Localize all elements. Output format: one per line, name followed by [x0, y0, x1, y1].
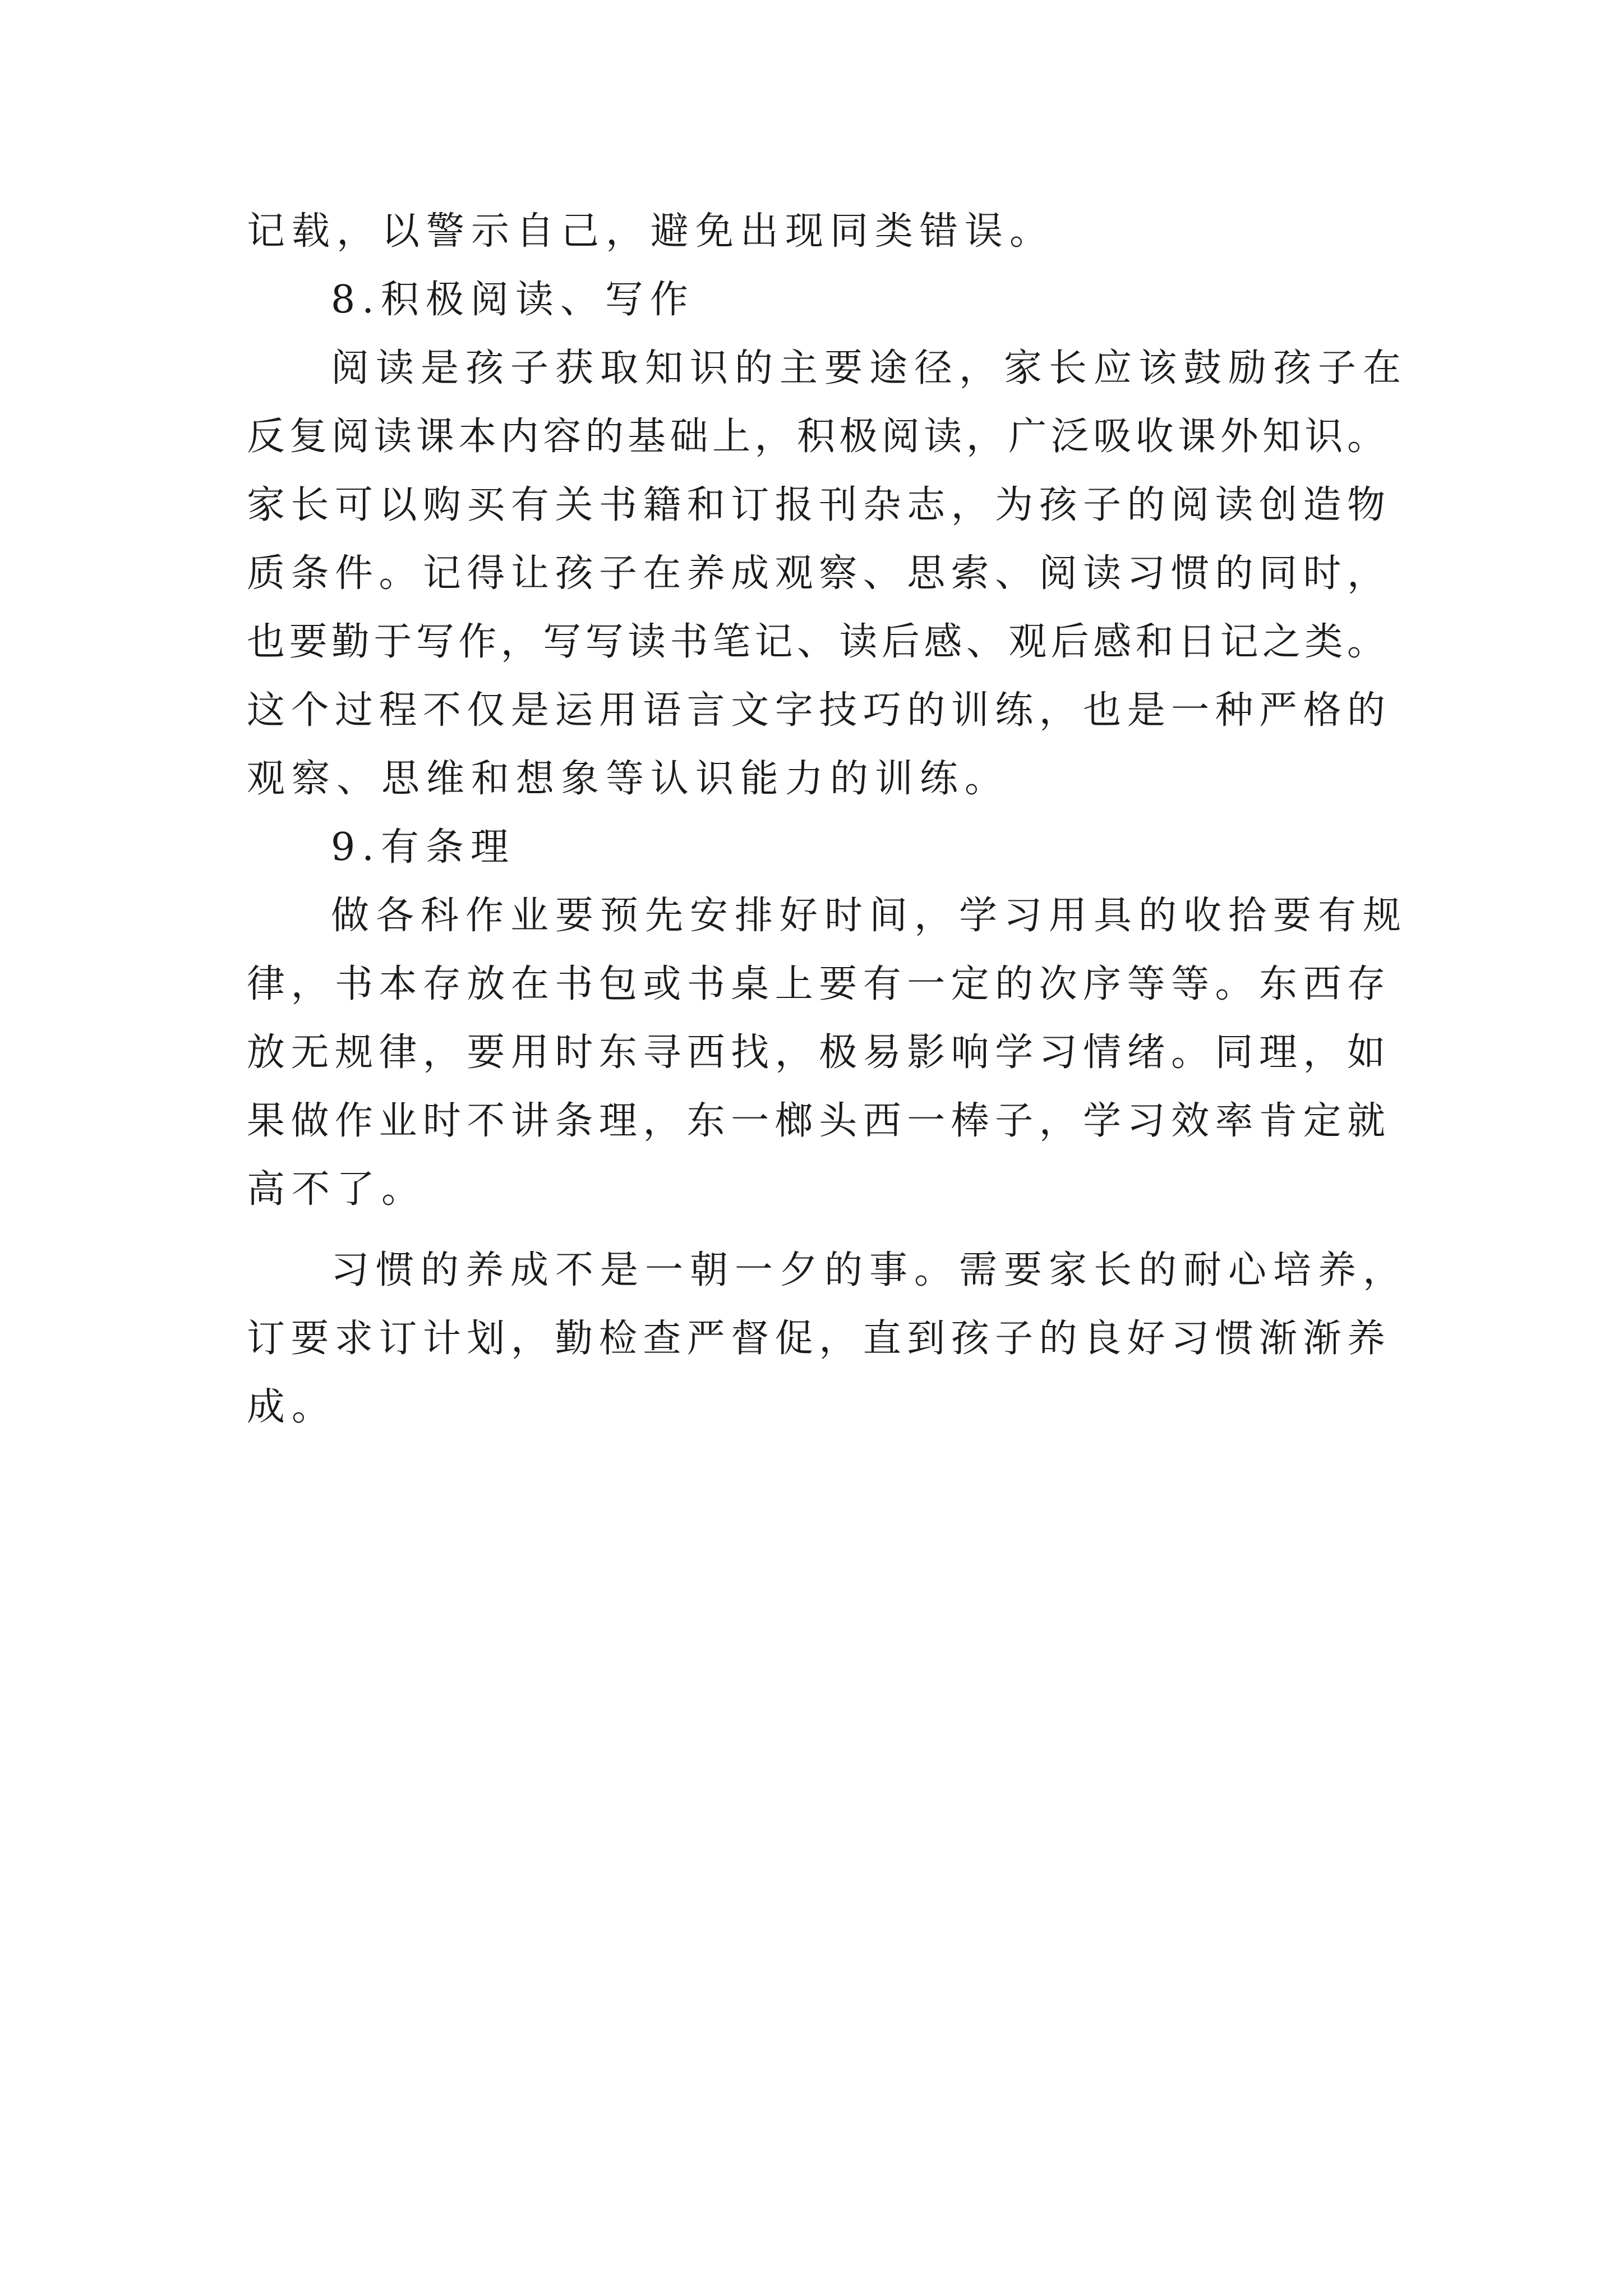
conclusion-line: 习惯的养成不是一朝一夕的事。需要家长的耐心培养，	[331, 1248, 1408, 1292]
paragraph-line: 做各科作业要预先安排好时间，学习用具的收拾要有规	[331, 894, 1408, 938]
paragraph-line: 放无规律，要用时东寻西找，极易影响学习情绪。同理，如	[247, 1030, 1385, 1075]
paragraph-line: 家长可以购买有关书籍和订报刊杂志，为孩子的阅读创造物	[247, 483, 1385, 527]
paragraph-gap	[247, 1224, 1385, 1236]
paragraph-line: 律，书本存放在书包或书桌上要有一定的次序等等。东西存	[247, 962, 1385, 1006]
paragraph-line: 观察、思维和想象等认识能力的训练。	[247, 757, 1010, 801]
conclusion-line: 订要求订计划，勤检查严督促，直到孩子的良好习惯渐渐养	[247, 1317, 1385, 1361]
section-heading-8: 8.积极阅读、写作	[331, 278, 695, 322]
paragraph-line: 高不了。	[247, 1167, 427, 1212]
document-body	[247, 197, 1408, 1442]
section-heading-9: 9.有条理	[331, 825, 515, 869]
paragraph-line: 阅读是孩子获取知识的主要途径，家长应该鼓励孩子在	[331, 346, 1408, 390]
paragraph-line: 也要勤于写作，写写读书笔记、读后感、观后感和日记之类。	[247, 620, 1385, 664]
paragraph-line: 质条件。记得让孩子在养成观察、思索、阅读习惯的同时，	[247, 551, 1385, 596]
paragraph-line: 这个过程不仅是运用语言文字技巧的训练，也是一种严格的	[247, 688, 1385, 733]
paragraph-line: 反复阅读课本内容的基础上，积极阅读，广泛吸收课外知识。	[247, 415, 1385, 459]
paragraph-line: 果做作业时不讲条理，东一榔头西一棒子，学习效率肯定就	[247, 1099, 1385, 1143]
paragraph-line: 记载，以警示自己，避免出现同类错误。	[247, 209, 1055, 254]
conclusion-line: 成。	[247, 1385, 337, 1429]
